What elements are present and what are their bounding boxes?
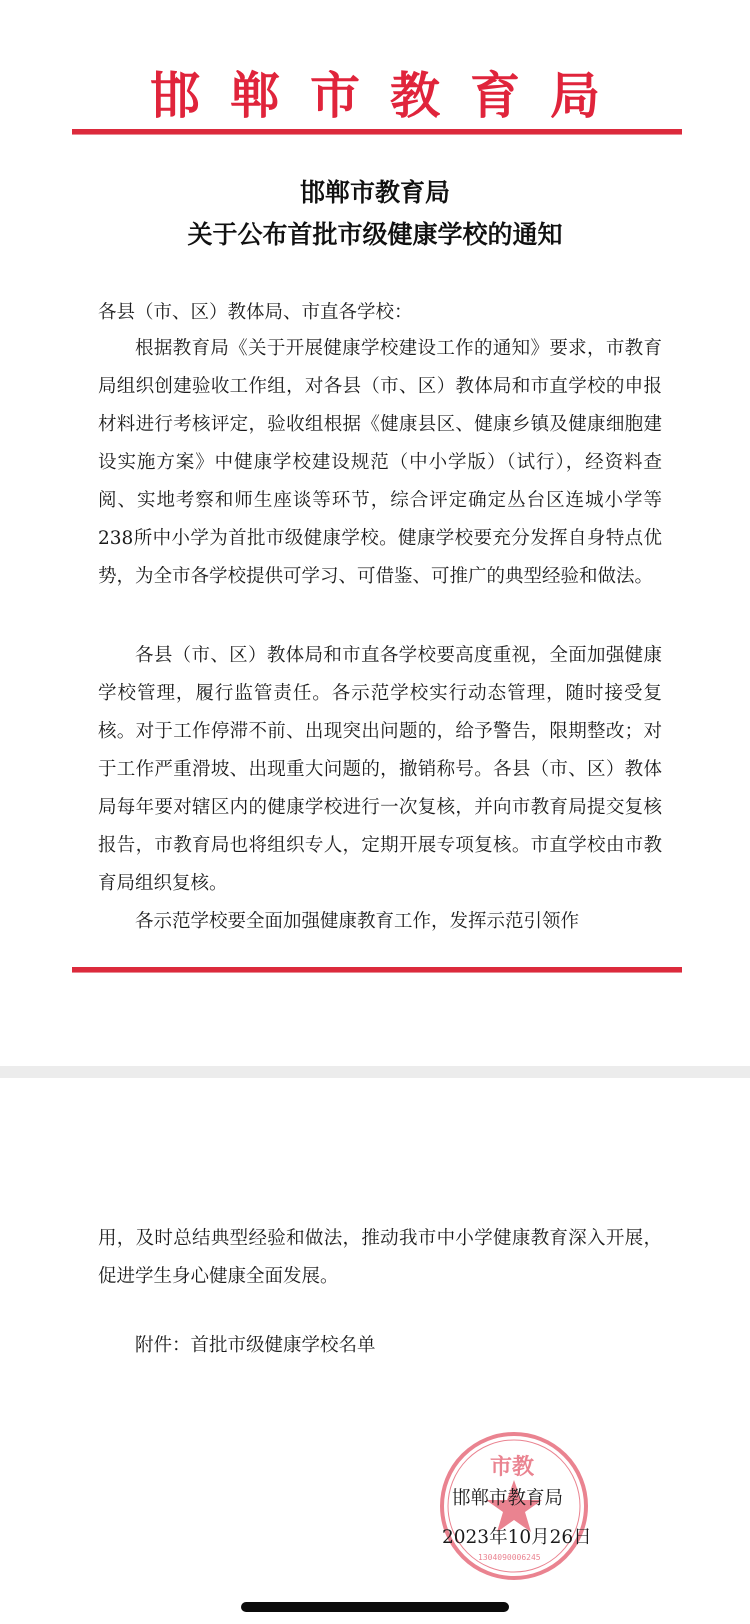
attachment-note: 附件：首批市级健康学校名单 xyxy=(135,1335,376,1356)
red-header-masthead: 邯郸市教育局 xyxy=(150,66,630,125)
paragraph-3-continued: 用，及时总结典型经验和做法，推动我市中小学健康教育深入开展，促进学生身心健康全面发展。 xyxy=(98,1228,662,1287)
signature-organization: 邯郸市教育局 xyxy=(452,1488,564,1509)
paragraph-2: 各县（市、区）教体局和市直各学校要高度重视，全面加强健康学校管理，履行监管责任。各示范学校实行动态管理，随时接受复核。对于工作停滞不前、出现突出问题的，给予警告，限期整改；对于工作严重滑坡、出现重大问题的，撤销称号。各县（市、区）教体局每年要对辖区内的健康学校进行一次复核，并向市教育局提交复核报告，市教育局也将组织专人，定期开展专项复核。市直学校由市教育局组织复核。 xyxy=(98,645,662,894)
document-title-line-2: 关于公布首批市级健康学校的通知 xyxy=(187,220,563,249)
home-indicator-bar[interactable] xyxy=(241,1602,509,1612)
paragraph-3-start: 各示范学校要全面加强健康教育工作，发挥示范引领作 xyxy=(135,911,580,932)
salutation: 各县（市、区）教体局、市直各学校： xyxy=(98,302,413,323)
signature-date: 2023年10月26日 xyxy=(442,1527,592,1548)
seal-number: 1304090006245 xyxy=(478,1553,541,1562)
seal-text-top: 市教 xyxy=(490,1454,535,1480)
document-title-line-1: 邯郸市教育局 xyxy=(299,178,450,207)
paragraph-1: 根据教育局《关于开展健康学校建设工作的通知》要求，市教育局组织创建验收工作组，对各县（市、区）教体局和市直学校的申报材料进行考核评定，验收组根据《健康县区、健康乡镇及健康细胞建设实施方案》中健康学校建设规范（中小学版）（试行），经资料查阅、实地考察和师生座谈等环节，综合评定确定丛台区连城小学等238所中小学为首批市级健康学校。健康学校要充分发挥自身特点优势，为全市各学校提供可学习、可借鉴、可推广的典型经验和做法。 xyxy=(98,338,662,587)
red-footer-rule xyxy=(72,967,682,973)
red-header-rule xyxy=(72,129,682,135)
